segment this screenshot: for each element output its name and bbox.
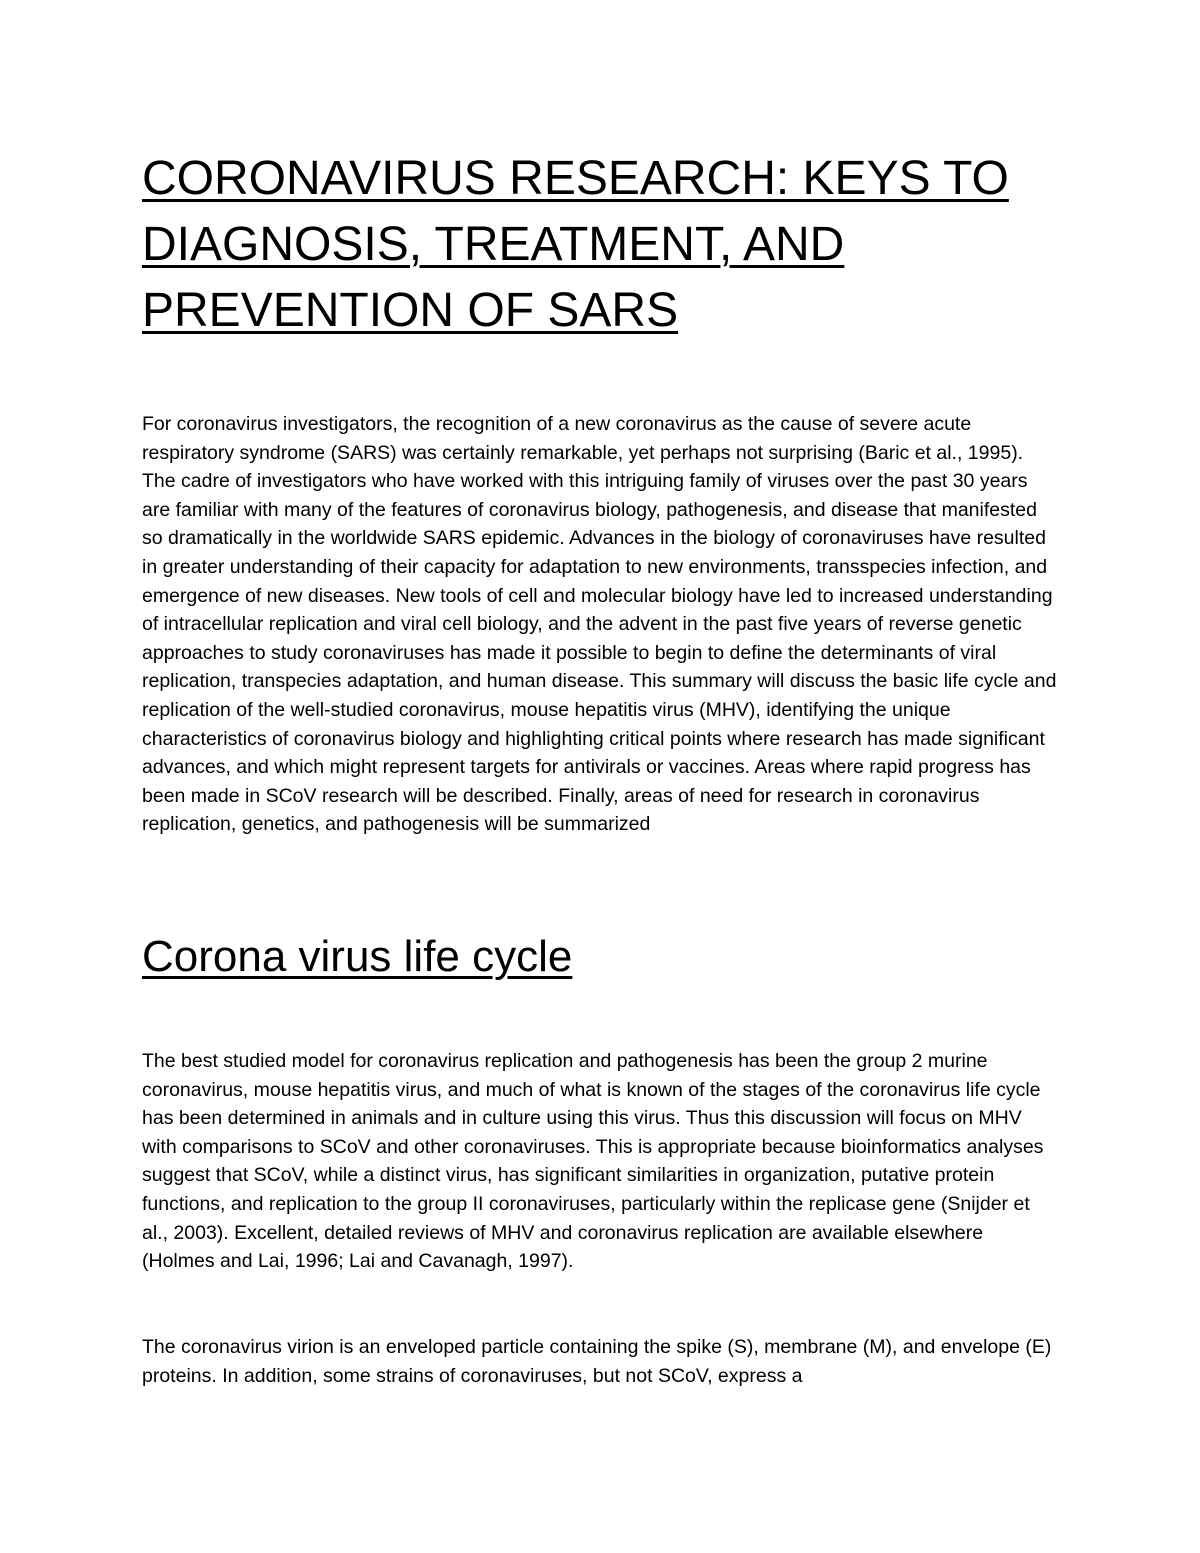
intro-paragraph: For coronavirus investigators, the recognition of a new coronavirus as the cause of severe acute respiratory syndrome (SARS) was certainly remarkable, yet perhaps not surprising (Baric et al., 1995). The cadre of investigators who have worked with this intriguing family of viruses over the past 30 years are familiar with many of the features of coronavirus biology, pathogenesis, and disease that manifested so dramatically in the worldwide SARS epidemic. Advances in the biology of coronaviruses have resulted in greater understanding of their capacity for adaptation to new environments, transspecies infection, and emergence of new diseases. New tools of cell and molecular biology have led to increased understanding of intracellular replication and viral cell biology, and the advent in the past five years of reverse genetic approaches to study coronaviruses has made it possible to begin to define the determinants of viral replication, transpecies adaptation, and human disease. This summary will discuss the basic life cycle and replication of the well-studied coronavirus, mouse hepatitis virus (MHV), identifying the unique characteristics of coronavirus biology and highlighting critical points where research has made significant advances, and which might represent targets for antivirals or vaccines. Areas where rapid progress has been made in SCoV research will be described. Finally, areas of need for research in coronavirus replication, genetics, and pathogenesis will be summarized bbox=[142, 413, 1057, 836]
section-heading: Corona virus life cycle bbox=[142, 932, 573, 981]
section-paragraph: The coronavirus virion is an enveloped particle containing the spike (S), membrane (M), and envelope (E) proteins. In addition, some strains of coronaviruses, but not SCoV, express a bbox=[142, 1336, 1052, 1387]
document-title: CORONAVIRUS RESEARCH: KEYS TO DIAGNOSIS, TREATMENT, AND PREVENTION OF SARS bbox=[142, 152, 1009, 337]
section-paragraph: The best studied model for coronavirus replication and pathogenesis has been the group 2 murine coronavirus, mouse hepatitis virus, and much of what is known of the stages of the coronavirus life cycle has been determined in animals and in culture using this virus. Thus this discussion will focus on MHV with comparisons to SCoV and other coronaviruses. This is appropriate because bioinformatics analyses suggest that SCoV, while a distinct virus, has significant similarities in organization, putative protein functions, and replication to the group II coronaviruses, particularly within the replicase gene (Snijder et al., 2003). Excellent, detailed reviews of MHV and coronavirus replication are available elsewhere (Holmes and Lai, 1996; Lai and Cavanagh, 1997). bbox=[142, 1050, 1044, 1273]
